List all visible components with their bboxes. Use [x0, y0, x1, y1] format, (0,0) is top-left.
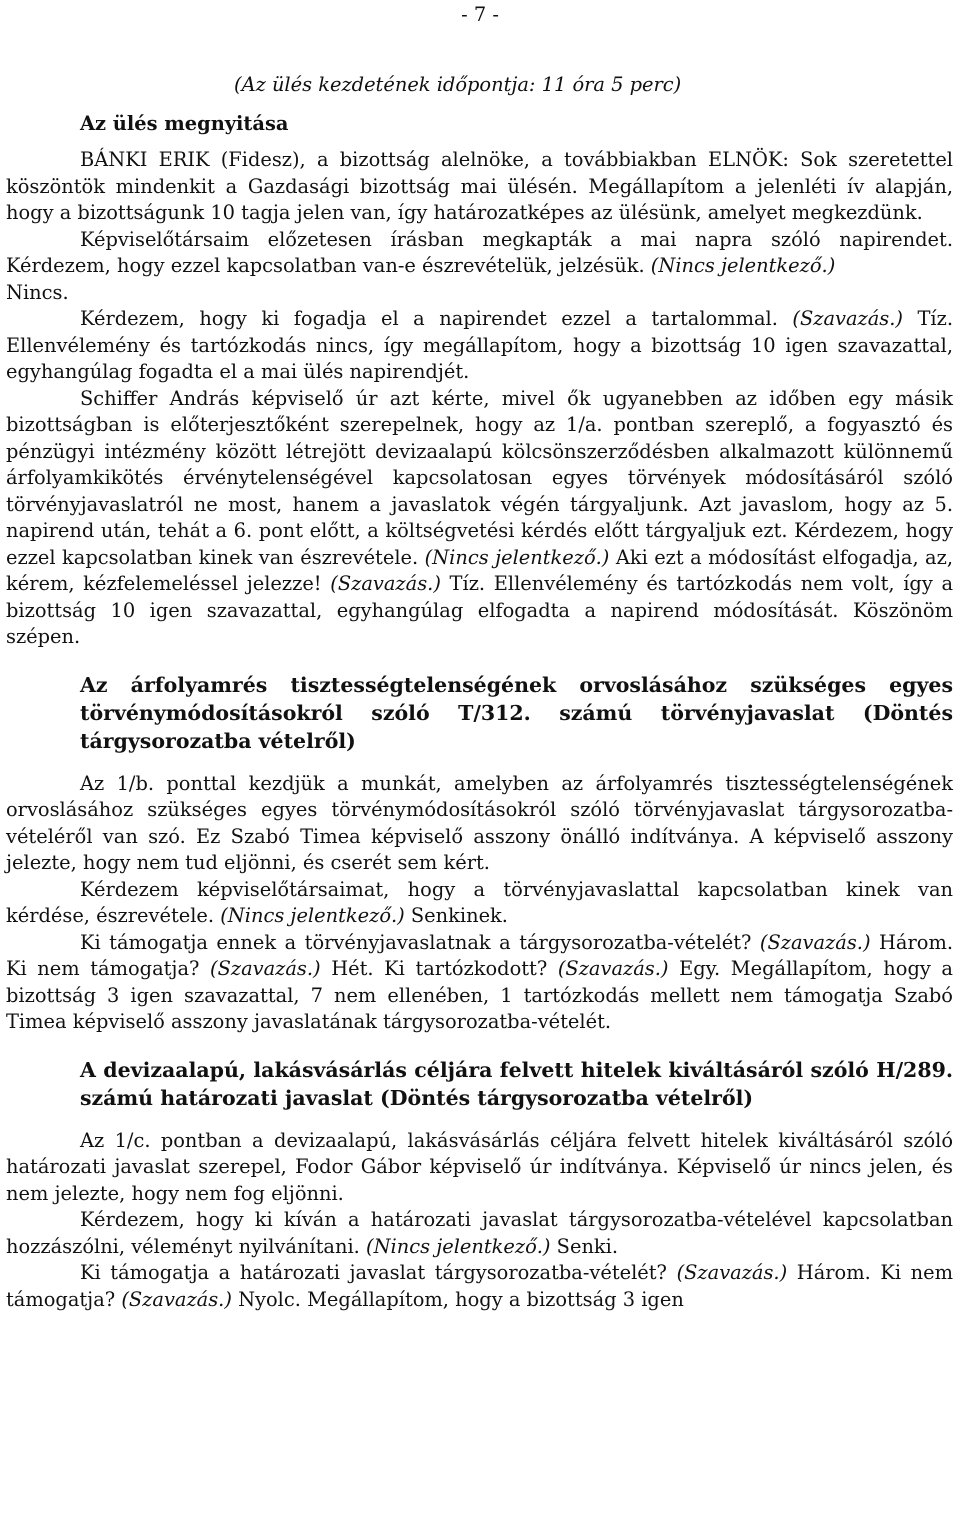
paragraph-1c-3 — [6, 1260, 953, 1313]
text-run: Képviselőtársaim előzetesen írásban megkapták a mai napra szóló napirendet. Kérdezem, hogy ezzel kapcsolatban van-e észrevételük, jelzésük. — [6, 227, 953, 277]
text-run: Senkinek. — [404, 904, 508, 927]
procedural-note: (Nincs jelentkező.) — [220, 904, 405, 927]
text-run: Hét. Ki tartózkodott? — [320, 957, 558, 980]
document-body — [6, 72, 953, 1313]
procedural-note: (Szavazás.) — [759, 930, 871, 954]
paragraph-1c-1 — [6, 1128, 953, 1208]
paragraph-opening-4 — [6, 386, 953, 651]
procedural-note: (Nincs jelentkező.) — [650, 254, 836, 277]
text-run: Tíz. Ellenvélemény és tartózkodás nincs, így megállapítom, hogy a bizottság 10 igen szavazattal, egyhangúlag fogadta el a mai ülés napirendjét. — [6, 307, 953, 383]
text-run: Nincs. — [6, 280, 69, 304]
text-run: BÁNKI ERIK (Fidesz), a bizottság alelnöke, a továbbiakban ELNÖK: Sok szeretettel köszöntök mindenkit a Gazdasági bizottság mai ülésén. Megállapítom a jelenléti ív alapján, hogy a bizottságunk 10 tagja jelen van, így határozatképes az ülésünk, amelyet megkezdünk. — [6, 148, 953, 224]
text-run: Nyolc. Megállapítom, hogy a bizottság 3 igen — [231, 1287, 684, 1311]
text-run: Tíz. Ellenvélemény és tartózkodás nem volt, így a bizottság 10 igen szavazattal, egyhangúlag elfogadta a napirend módosítását. Köszönöm szépen. — [6, 572, 954, 648]
procedural-note: (Szavazás.) — [676, 1261, 788, 1284]
agenda-heading-1c: A devizaalapú, lakásvásárlás céljára felvett hitelek kiváltásáról szóló H/289. számú határozati javaslat (Döntés tárgysorozatba vételről) — [80, 1057, 953, 1110]
procedural-note: (Szavazás.) — [330, 572, 441, 595]
text-run: Kérdezem, hogy ki kíván a határozati javaslat tárgysorozatba-vételével kapcsolatban hozzászólni, véleményt nyilvánítani. — [6, 1208, 953, 1258]
text-run: Senki. — [550, 1234, 619, 1258]
agenda-heading-1b: Az árfolyamrés tisztességtelenségének orvoslásához szükséges egyes törvénymódosításokról szóló T/312. számú törvényjavaslat (Döntés tárgysorozatba vételről) — [80, 672, 953, 753]
paragraph-1b-1 — [6, 771, 953, 877]
paragraph-opening-3 — [6, 306, 953, 386]
paragraph-1c-2 — [6, 1207, 953, 1260]
text-run: Schiffer András képviselő úr azt kérte, mivel ők ugyanebben az időben egy másik bizottságban is előterjesztőként szerepelnek, hogy az 1/a. pontban szereplő, a fogyasztó és pénzügyi intézmény között létrejött devizaalapú kölcsönszerződésben alkalmazott különnemű árfolyamkikötés érvénytelenségével kapcsolatosan egyes törvények módosításáról szóló törvényjavaslatról ne most, hanem a javaslatok végén tárgyaljunk. Azt javaslom, hogy az 5. napirend után, tehát a 6. pont előtt, a költségvetési kérdés előtt tárgyaljuk ezt. Kérdezem, hogy ezzel kapcsolatban kinek van észrevétele. — [6, 386, 953, 569]
procedural-note: (Nincs jelentkező.) — [366, 1234, 551, 1258]
text-run: Ki támogatja a határozati javaslat tárgysorozatba-vételét? — [80, 1261, 677, 1284]
section-title-opening: Az ülés megnyitása — [80, 111, 289, 135]
procedural-note: (Szavazás.) — [210, 957, 321, 980]
text-run: Kérdezem képviselőtársaimat, hogy a törvényjavaslattal kapcsolatban kinek van kérdése, észrevétele. — [6, 877, 953, 927]
text-run: Aki ezt a módosítást elfogadja, az, kérem, kézfelemeléssel jelezze! — [6, 545, 953, 595]
text-run: Ki támogatja ennek a törvényjavaslatnak a tárgysorozatba-vételét? — [80, 930, 760, 954]
procedural-note: (Szavazás.) — [557, 957, 669, 980]
session-start-time: (Az ülés kezdetének időpontja: 11 óra 5 perc) — [234, 73, 682, 96]
text-run: Három. Ki nem támogatja? — [6, 930, 953, 980]
text-run: Az 1/b. ponttal kezdjük a munkát, amelyben az árfolyamrés tisztességtelenségének orvoslásához szükséges egyes törvénymódosításokról szóló törvényjavaslat tárgysorozatba-vételéről van szó. Ez Szabó Timea képviselő asszony önálló indítványa. A képviselő asszony jelezte, hogy nem tud eljönni, és cserét sem kért. — [6, 771, 953, 874]
text-run: Kérdezem, hogy ki fogadja el a napirendet ezzel a tartalommal. — [80, 307, 793, 330]
text-run: Három. Ki nem támogatja? — [6, 1261, 953, 1311]
paragraph-opening-1 — [6, 147, 953, 227]
paragraph-1b-3 — [6, 930, 953, 1036]
procedural-note: (Nincs jelentkező.) — [424, 545, 610, 569]
paragraph-1b-2 — [6, 877, 953, 930]
paragraph-opening-2-cont — [6, 280, 953, 307]
text-run: Egy. Megállapítom, hogy a bizottság 3 igen szavazattal, 7 nem ellenében, 1 tartózkodás mellett nem támogatja Szabó Timea képviselő asszony javaslatának tárgysorozatba-vételét. — [6, 957, 953, 1033]
procedural-note: (Szavazás.) — [121, 1287, 232, 1311]
text-run: Az 1/c. pontban a devizaalapú, lakásvásárlás céljára felvett hitelek kiváltásáról szóló határozati javaslat szerepel, Fodor Gábor képviselő úr indítványa. Képviselő úr nincs jelen, és nem jelezte, hogy nem fog eljönni. — [6, 1128, 953, 1205]
paragraph-opening-2 — [6, 227, 953, 280]
page-number: - 7 - — [461, 3, 499, 26]
procedural-note: (Szavazás.) — [792, 307, 903, 330]
